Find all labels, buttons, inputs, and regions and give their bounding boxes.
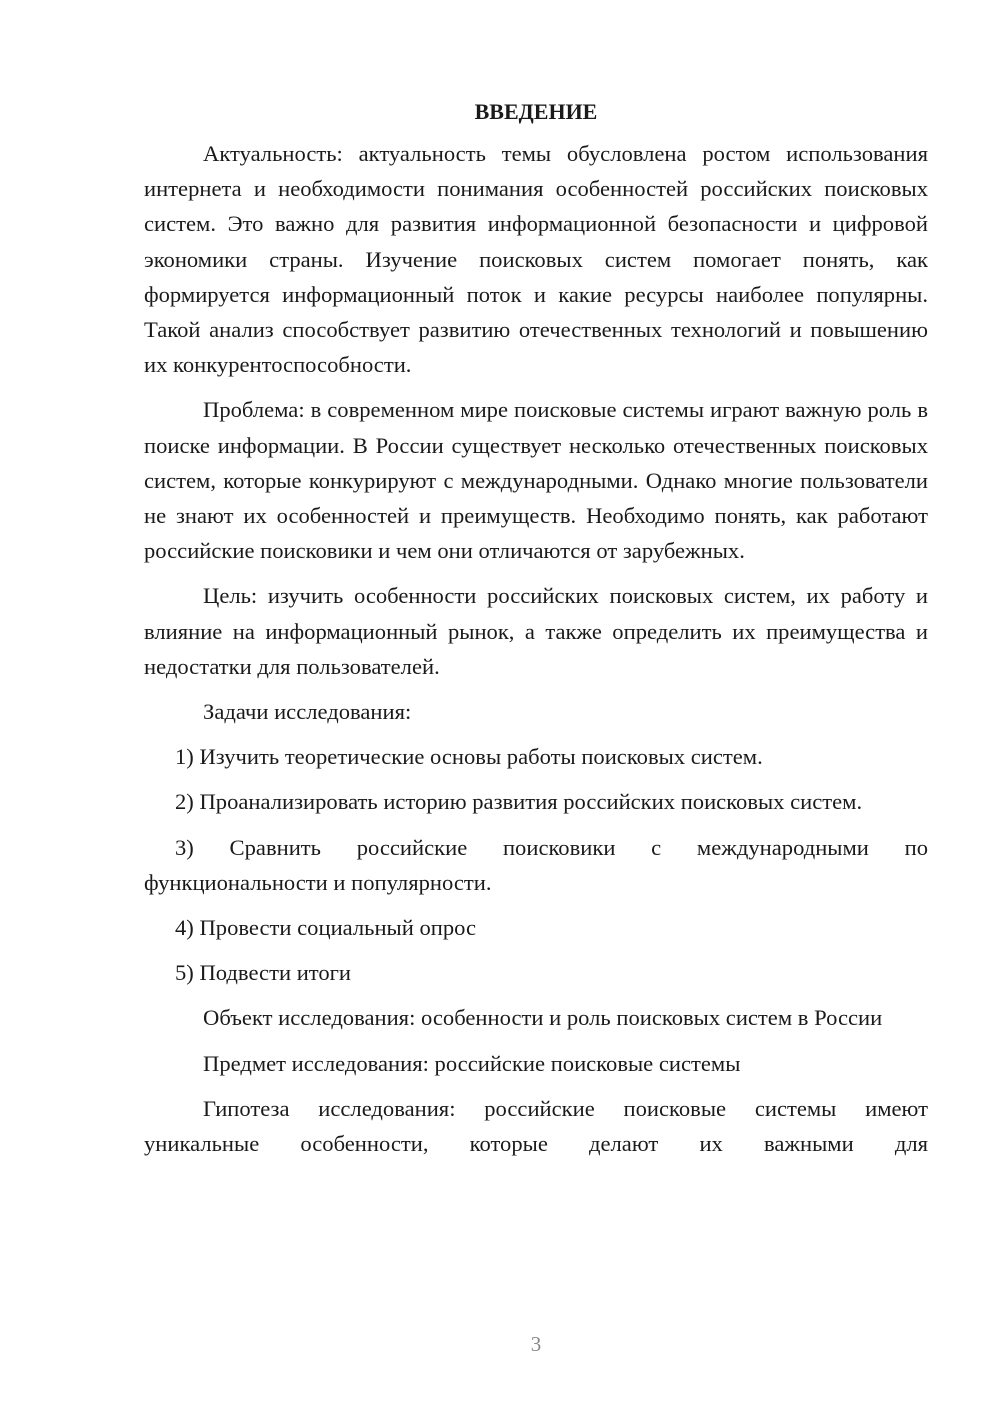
problem-paragraph: Проблема: в современном мире поисковые системы играют важную роль в поиске информации. В России существует несколько отечественных поисковых систем, которые конкурируют с международными. Однако многие пользователи не знают их особенностей и преимуществ. Необходимо понять, как работают российские поисковики и чем они отличаются от зарубежных. xyxy=(144,397,928,564)
relevance-paragraph: Актуальность: актуальность темы обусловлена ростом использования интернета и необходимости понимания особенностей российских поисковых систем. Это важно для развития информационной безопасности и цифровой экономики страны. Изучение поисковых систем помогает понять, как формируется информационный поток и какие ресурсы наиболее популярны. Такой анализ способствует развитию отечественных технологий и повышению их конкурентоспособности. xyxy=(144,141,928,378)
document-page xyxy=(144,94,928,1161)
object-paragraph: Объект исследования: особенности и роль поисковых систем в России xyxy=(203,1005,883,1031)
task-item: 4) Провести социальный опрос xyxy=(175,915,477,941)
task-item: 3) Сравнить российские поисковики с международными по функциональности и популярности. xyxy=(144,834,928,895)
tasks-title: Задачи исследования: xyxy=(203,699,412,725)
section-heading: ВВЕДЕНИЕ xyxy=(474,99,598,124)
subject-paragraph: Предмет исследования: российские поисковые системы xyxy=(203,1050,741,1076)
hypothesis-paragraph: Гипотеза исследования: российские поисковые системы имеют уникальные особенности, которые делают их важными для xyxy=(144,1095,928,1157)
task-item: 5) Подвести итоги xyxy=(175,960,352,986)
task-item: 2) Проанализировать историю развития российских поисковых систем. xyxy=(175,789,863,815)
goal-paragraph: Цель: изучить особенности российских поисковых систем, их работу и влияние на информационный рынок, а также определить их преимущества и недостатки для пользователей. xyxy=(144,583,928,679)
page-number: 3 xyxy=(530,1332,542,1356)
task-item: 1) Изучить теоретические основы работы поисковых систем. xyxy=(175,744,763,770)
